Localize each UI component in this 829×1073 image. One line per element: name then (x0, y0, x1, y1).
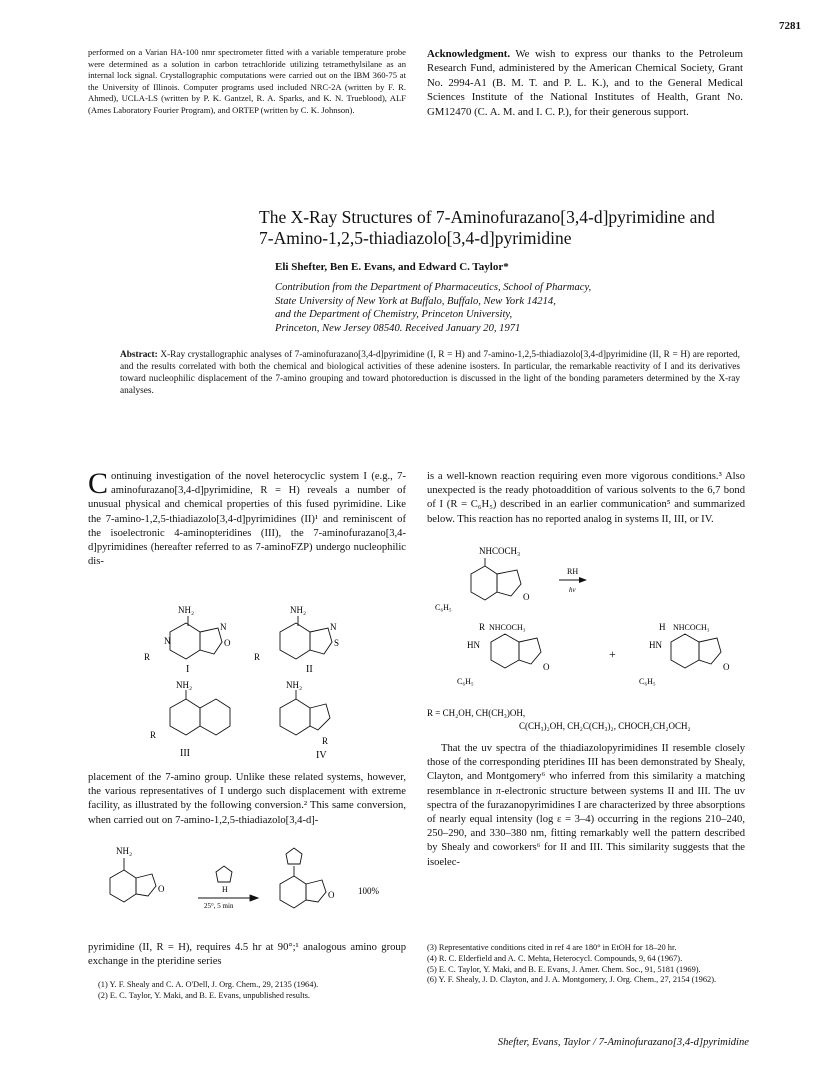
running-footer: Shefter, Evans, Taylor / 7-Aminofurazano[3,4-d]pyrimidine (497, 1037, 749, 1048)
title-line-2: 7-Amino-1,2,5-thiadiazolo[3,4-d]pyrimidine (259, 228, 572, 248)
contribution-line: Contribution from the Department of Pharmaceutics, School of Pharmacy, (275, 282, 592, 293)
h-label: H (222, 885, 228, 894)
nh2-label: NH₂ (176, 680, 193, 690)
o-label: O (523, 592, 530, 602)
nhcoch3-label: NHCOCH₃ (489, 623, 526, 632)
displacement-scheme (100, 840, 400, 930)
page-number: 7281 (779, 20, 801, 32)
yield-label: 100% (358, 886, 379, 896)
r-label: R (322, 736, 329, 746)
left-paragraph-1 (88, 467, 406, 569)
compound-III-label: III (180, 748, 190, 759)
photo-reactant (471, 558, 521, 600)
nh2-label: NH₂ (290, 605, 307, 615)
paragraph-text: ontinuing investigation of the novel heterocyclic system I (e.g., 7-aminofurazano[3,4-d]pyrimidine, R = H) reveals a number of unusual physical and chemical properties of this fused pyrimidine. Like the 7-amino-1,2,5-thiadiazolo[3,4-d]pyrimidines (II)¹ and reminiscent of the isoelectronic 4-aminopteridines (III), the 7-aminofurazano[3,4-d]pyrimidines (hereafter referred to as 7-aminoFZP) undergo nucleophilic dis- (88, 471, 406, 568)
n-label: N (220, 622, 227, 632)
reactant-structure (110, 858, 156, 902)
c6h5-label: C₆H₅ (639, 677, 656, 686)
footnote: (2) E. C. Taylor, Y. Maki, and B. E. Evans, unpublished results. (98, 990, 310, 1000)
h-label: H (659, 622, 666, 632)
nh2-label: NH₂ (178, 605, 195, 615)
left-footnotes (98, 980, 408, 1002)
pyrrolidine-reagent (198, 866, 258, 901)
article-title (259, 207, 759, 249)
right-paragraph-1: is a well-known reaction requiring even more vigorous conditions.³ Also unexpected is the ready photoaddition of various solvents to the 6,7 bond of I (R = C₆H₅) described in an earlier communication⁵ and summarized below. This reaction has no reported analog in systems II, III, or IV. (427, 471, 745, 525)
r-label: R (479, 622, 486, 632)
acknowledgment-text: We wish to express our thanks to the Petroleum Research Fund, administered by the American Chemical Society, Grant No. 2994-A1 (B. M. T. and P. L. K.), and to the General Medical Sciences Institute of the National Institutes of Health, Grant No. GM12470 (C. A. M. and I. C. P.), for their generous support. (427, 48, 743, 118)
photo-product-2 (671, 634, 721, 668)
drop-cap: C (88, 467, 109, 500)
o-label: O (328, 890, 335, 900)
structure-IV (280, 690, 330, 735)
structures-scheme (130, 598, 360, 768)
s-label: S (334, 638, 340, 648)
hv-label: hν (569, 586, 576, 594)
product-structure (280, 848, 326, 908)
left-paragraph-3: pyrimidine (II, R = H), requires 4.5 hr at 90°;¹ analogous amino group exchange in the pteridine series (88, 942, 406, 968)
r-definition-line-1: R = CH₂OH, CH(CH₃)OH, (427, 708, 526, 718)
acknowledgment (427, 47, 743, 119)
nhcoch3-label: NHCOCH₃ (479, 546, 521, 556)
reaction-conditions: 25°, 5 min (204, 902, 234, 910)
photo-product-1 (491, 634, 541, 668)
r-definition-line-2: C(CH₃)₂OH, CH₂C(CH₃)₂, CHOCH₂CH₂OCH₂ (519, 721, 691, 731)
o-label: O (158, 884, 165, 894)
nh2-label: NH₂ (286, 680, 303, 690)
o-label: O (543, 662, 550, 672)
n-label: N (164, 636, 171, 646)
paragraph-text: That the uv spectra of the thiadiazolopyrimidines II resemble closely those of the corresponding pteridines III has been demonstrated by Shealy, Clayton, and Montgomery⁶ who inferred from this similarity a matching resemblance in π-electronic structure between systems II and III. The uv spectra of the furazanopyrimidines I are characterized by three absorptions of nearly equal intensity (log ε = 3–4) occurring in the regions 210–240, 250–290, and 330–380 nm, fitting remarkably well the pattern described by Shealy and coworkers⁶ for II and III. This similarity suggests that the isoelec- (427, 743, 745, 868)
contribution-line: State University of New York at Buffalo, Buffalo, New York 14214, (275, 295, 556, 307)
r-label: R (150, 730, 157, 740)
abstract-label: Abstract: (120, 350, 158, 360)
left-paragraph-2: placement of the 7-amino group. Unlike these related systems, however, the various representatives of I undergo such displacement with extreme facility, as illustrated by the following conversion.² This same conversion, when carried out on 7-amino-1,2,5-thiadiazolo[3,4-d]- (88, 772, 406, 826)
hn-label: HN (649, 640, 662, 650)
contribution-line: Princeton, New Jersey 08540. Received January 20, 1971 (275, 322, 521, 334)
footnote: (5) E. C. Taylor, Y. Maki, and B. E. Evans, J. Amer. Chem. Soc., 91, 5181 (1969). (427, 964, 701, 974)
hn-label: HN (467, 640, 480, 650)
authors: Eli Shefter, Ben E. Evans, and Edward C. Taylor* (275, 261, 509, 273)
right-footnotes (427, 943, 745, 986)
c6h5-label: C₆H₅ (435, 603, 452, 612)
compound-IV-label: IV (316, 750, 327, 761)
methods-paragraph: performed on a Varian HA-100 nmr spectrometer fitted with a variable temperature probe were determined as a solution in carbon tetrachloride utilizing tetramethylsilane as an internal lock signal. Crystallographic computations were carried out on the IBM 360-75 at the University of Illinois. Computer programs used included NRC-2A (written by F. R. Ahmed), UCLA-LS (written by P. K. Gantzel, R. A. Sparks, and K. N. Trueblood), ALF (Ames Laboratory Fourier Program), and ORTEP (written by C. K. Johnson). (88, 47, 406, 115)
title-line-1: The X-Ray Structures of 7-Aminofurazano[3,4-d]pyrimidine and (259, 207, 715, 227)
footnote: (3) Representative conditions cited in ref 4 are 180° in EtOH for 18–20 hr. (427, 943, 677, 952)
structure-II (280, 616, 332, 659)
n-label: N (330, 622, 337, 632)
compound-II-label: II (306, 664, 313, 675)
contribution-line: and the Department of Chemistry, Princeton University, (275, 309, 513, 321)
r-label: R (254, 652, 261, 662)
abstract (120, 349, 740, 397)
footnote: (6) Y. F. Shealy, J. D. Clayton, and J. A. Montgomery, J. Org. Chem., 27, 2154 (1962). (427, 975, 717, 985)
o-label: O (224, 638, 231, 648)
o-label: O (723, 662, 730, 672)
r-label: R (144, 652, 151, 662)
compound-I-label: I (186, 664, 190, 675)
plus-sign: + (609, 647, 616, 661)
nh2-label: NH₂ (116, 846, 133, 856)
footnote: (4) R. C. Elderfield and A. C. Mehta, Heterocycl. Compounds, 9, 64 (1967). (427, 953, 683, 963)
c6h5-label: C₆H₅ (457, 677, 474, 686)
structure-III (170, 690, 230, 735)
acknowledgment-heading: Acknowledgment. (427, 48, 511, 60)
abstract-text: X-Ray crystallographic analyses of 7-aminofurazano[3,4-d]pyrimidine (I, R = H) and 7-amino-1,2,5-thiadiazolo[3,4-d]pyrimidine (II, R = H) are reported, and the results correlated with both the chemical and biological activities of these adenine isosters. In particular, the remarkable reactivity of I and its derivatives toward nucleophilic displacement of the 7-amino grouping and toward photoreduction is discussed in the light of the bonding parameters determined by the X-ray analyses. (120, 350, 741, 396)
contribution-affiliation (275, 281, 735, 335)
photoaddition-scheme (427, 538, 757, 738)
rh-label: RH (567, 567, 579, 576)
structure-I (170, 616, 222, 659)
nhcoch3-label: NHCOCH₃ (673, 623, 710, 632)
footnote: (1) Y. F. Shealy and C. A. O'Dell, J. Org. Chem., 29, 2135 (1964). (98, 980, 319, 989)
right-paragraph-2 (427, 742, 745, 870)
